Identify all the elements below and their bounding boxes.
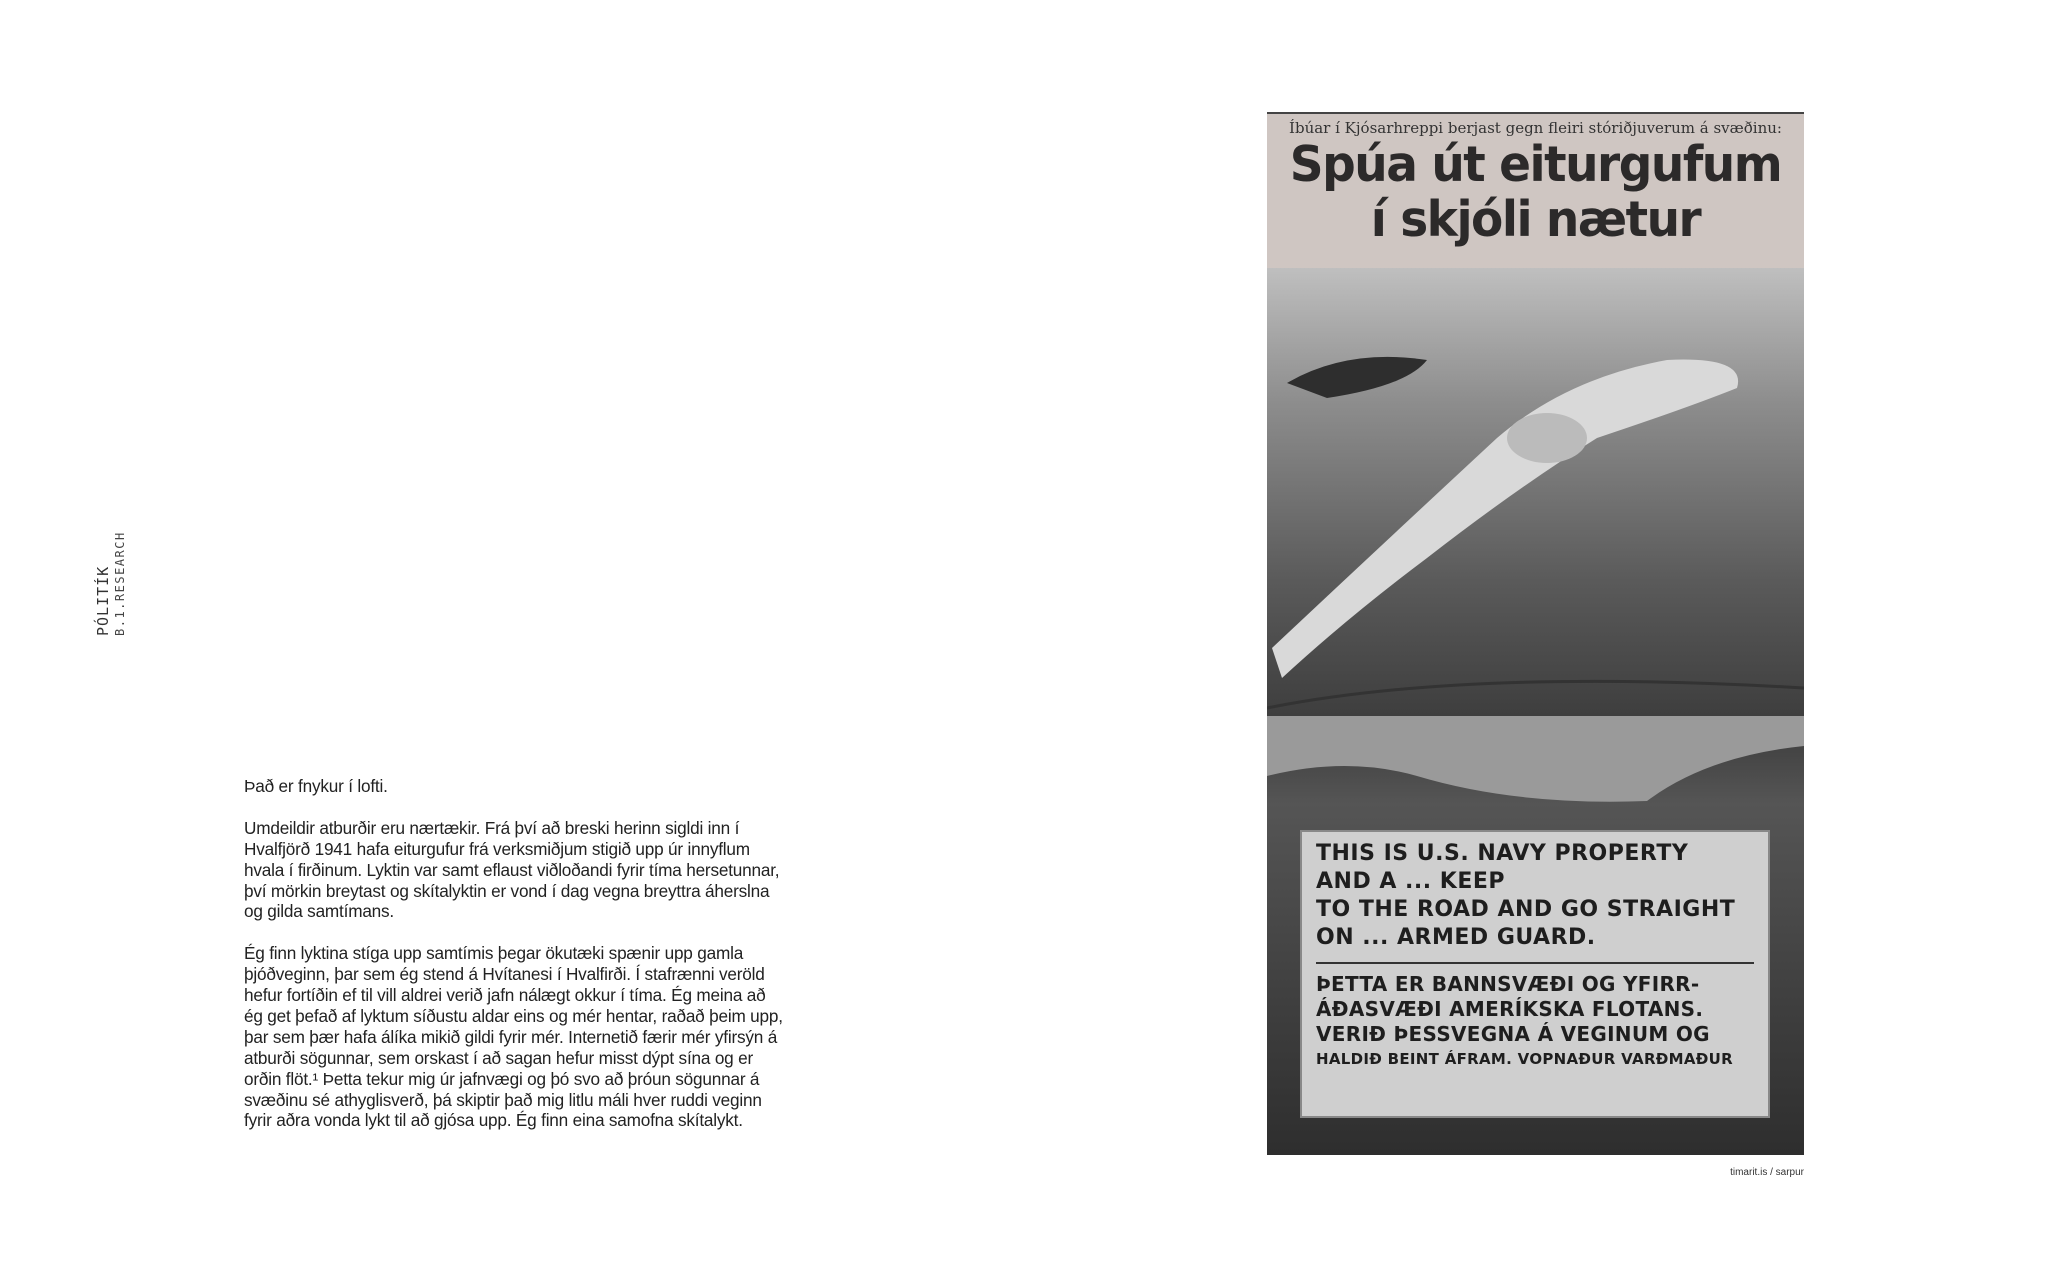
sign-line: HALDIÐ BEINT ÁFRAM. VOPNAÐUR VARÐMAÐUR (1316, 1050, 1734, 1068)
clipping-header (1267, 112, 1804, 268)
sign-photo (1267, 716, 1804, 1155)
image-credit: timarit.is / sarpur (1730, 1167, 1804, 1178)
hillside-illustration (1267, 716, 1804, 826)
section-subtitle: B.1.RESEARCH (113, 531, 127, 636)
sign-line: TO THE ROAD AND GO STRAIGHT (1316, 897, 1736, 922)
sign-line: VERIÐ ÞESSVEGNA Á VEGINUM OG (1316, 1022, 1710, 1046)
sign-line: ON ... ARMED GUARD. (1316, 925, 1596, 950)
navy-sign (1300, 830, 1770, 1118)
section-title: PÓLITÍK (94, 565, 112, 636)
whale-photo (1267, 268, 1804, 716)
clipping-kicker: Íbúar í Kjósarhreppi berjast gegn fleiri stóriðjuverum á svæðinu: (1289, 119, 1782, 137)
clipping-headline-2: í skjóli nætur (1370, 190, 1701, 249)
paragraph: Umdeildir atburðir eru nærtækir. Frá því að breski herinn sigldi inn í Hvalfjörð 1941 hafa eiturgufur frá verksmiðjum stigið upp úr innyflum hvala í firðinum. Lyktin var samt eflaust viðloðandi fyrir tíma hersetunnar, því mörkin breytast og skítalyktin er vond í dag vegna breyttra áherslna og gilda samtímans. (244, 817, 780, 922)
sign-line: THIS IS U.S. NAVY PROPERTY (1316, 841, 1689, 866)
body-text (244, 776, 784, 1152)
whale-illustration (1267, 268, 1804, 716)
clipping-headline-1: Spúa út eiturgufum (1289, 135, 1782, 194)
sign-divider (1316, 962, 1754, 964)
sign-line: AND A ... KEEP (1316, 869, 1506, 894)
sign-line: ÁÐASVÆÐI AMERÍKSKA FLOTANS. (1316, 997, 1704, 1021)
newspaper-clipping-image (1267, 112, 1804, 1155)
sign-line: ÞETTA ER BANNSVÆÐI OG YFIRR- (1316, 972, 1700, 996)
paragraph: Ég finn lyktina stíga upp samtímis þegar ökutæki spænir upp gamla þjóðveginn, þar sem ég stend á Hvítanesi í Hvalfirði. Í stafrænni veröld hefur fortíðin ef til vill aldrei verið jafn nálægt okkur í tíma. Ég meina að ég get þefað af lyktum síðustu aldar eins og mér hentar, raðað þeim upp, þar sem þær hafa álíka mikið gildi fyrir mér. Internetið færir mér yfirsýn á atburði sögunnar, sem orskast í að sagan hefur misst dýpt sína og er orðin flöt.¹ Þetta tekur mig úr jafnvægi og þó svo að þróun sögunnar á svæðinu sé athyglisverð, þá skiptir það mig litlu máli hver ruddi veginn fyrir aðra vonda lykt til að gjósa upp. Ég finn eina samofna skítalykt. (244, 943, 783, 1131)
section-label (94, 531, 128, 636)
paragraph: Það er fnykur í lofti. (244, 776, 388, 796)
